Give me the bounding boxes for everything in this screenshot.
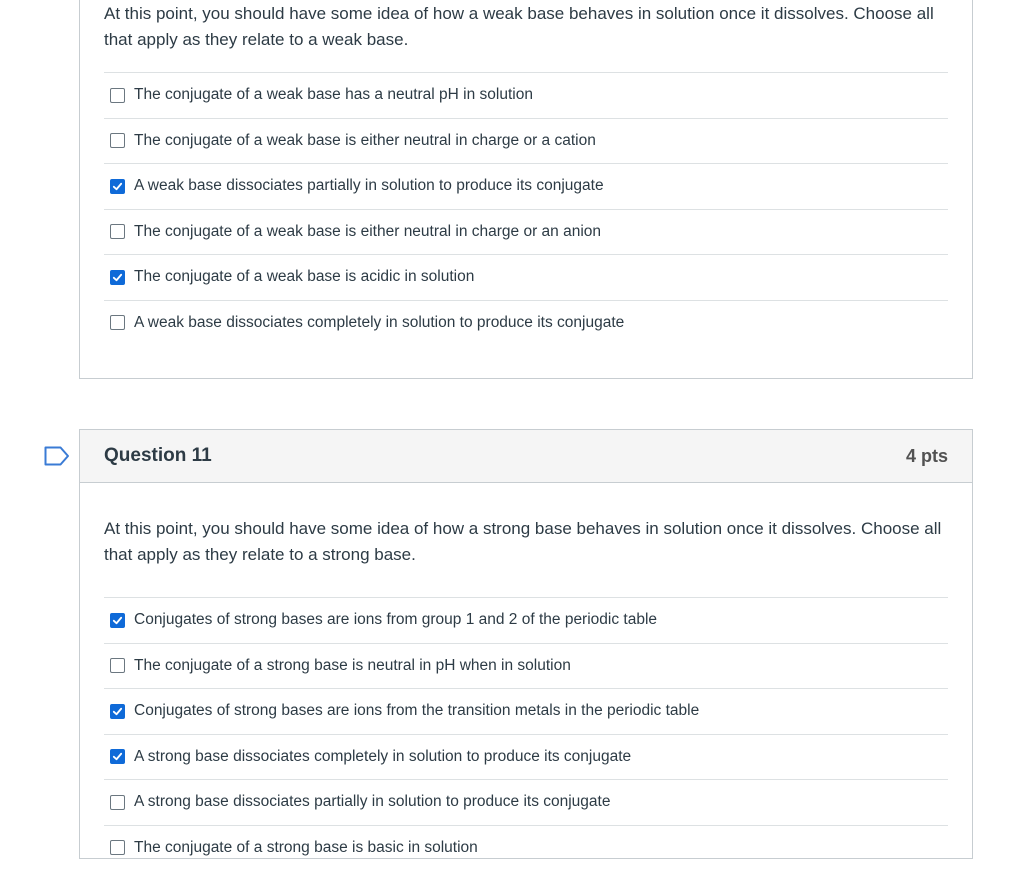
answer-option[interactable] xyxy=(104,209,948,255)
question-header xyxy=(80,430,972,483)
answer-label: Conjugates of strong bases are ions from group 1 and 2 of the periodic table xyxy=(134,611,657,629)
answer-option[interactable] xyxy=(104,163,948,209)
checkmark-icon xyxy=(112,181,123,192)
answer-label: A strong base dissociates partially in solution to produce its conjugate xyxy=(134,793,610,811)
question-text: At this point, you should have some idea of how a weak base behaves in solution once it dissolves. Choose all that apply as they relate to a weak base. xyxy=(80,0,972,53)
answer-option[interactable] xyxy=(104,779,948,825)
checkbox[interactable] xyxy=(110,315,125,330)
checkbox[interactable] xyxy=(110,613,125,628)
answer-label: A weak base dissociates partially in solution to produce its conjugate xyxy=(134,177,604,195)
answer-label: A weak base dissociates completely in solution to produce its conjugate xyxy=(134,314,624,332)
checkbox[interactable] xyxy=(110,658,125,673)
checkbox[interactable] xyxy=(110,88,125,103)
answer-option[interactable] xyxy=(104,597,948,643)
checkbox[interactable] xyxy=(110,840,125,855)
checkbox[interactable] xyxy=(110,749,125,764)
answer-list xyxy=(104,72,948,345)
flag-outline-icon[interactable] xyxy=(44,446,70,466)
answer-label: The conjugate of a strong base is basic in solution xyxy=(134,839,478,857)
answer-label: The conjugate of a weak base is acidic in solution xyxy=(134,268,474,286)
answer-label: Conjugates of strong bases are ions from the transition metals in the periodic table xyxy=(134,702,699,720)
answer-option[interactable] xyxy=(104,300,948,346)
checkbox[interactable] xyxy=(110,704,125,719)
answer-list xyxy=(104,597,948,870)
answer-label: The conjugate of a weak base is either neutral in charge or a cation xyxy=(134,132,596,150)
checkbox[interactable] xyxy=(110,224,125,239)
question-points: 4 pts xyxy=(906,446,948,467)
question-title: Question 11 xyxy=(104,445,212,467)
answer-label: A strong base dissociates completely in solution to produce its conjugate xyxy=(134,748,631,766)
checkbox[interactable] xyxy=(110,179,125,194)
question-text: At this point, you should have some idea of how a strong base behaves in solution once it dissolves. Choose all that apply as they relate to a strong base. xyxy=(80,483,972,568)
checkbox[interactable] xyxy=(110,795,125,810)
answer-label: The conjugate of a strong base is neutral in pH when in solution xyxy=(134,657,571,675)
answer-label: The conjugate of a weak base has a neutral pH in solution xyxy=(134,86,533,104)
answer-option[interactable] xyxy=(104,118,948,164)
answer-option[interactable] xyxy=(104,734,948,780)
answer-label: The conjugate of a weak base is either neutral in charge or an anion xyxy=(134,223,601,241)
checkmark-icon xyxy=(112,706,123,717)
checkmark-icon xyxy=(112,751,123,762)
question-11-card xyxy=(79,429,973,859)
checkmark-icon xyxy=(112,615,123,626)
question-10-card xyxy=(79,0,973,379)
answer-option[interactable] xyxy=(104,643,948,689)
answer-option[interactable] xyxy=(104,825,948,870)
checkmark-icon xyxy=(112,272,123,283)
answer-option[interactable] xyxy=(104,254,948,300)
checkbox[interactable] xyxy=(110,133,125,148)
answer-option[interactable] xyxy=(104,72,948,118)
answer-option[interactable] xyxy=(104,688,948,734)
checkbox[interactable] xyxy=(110,270,125,285)
